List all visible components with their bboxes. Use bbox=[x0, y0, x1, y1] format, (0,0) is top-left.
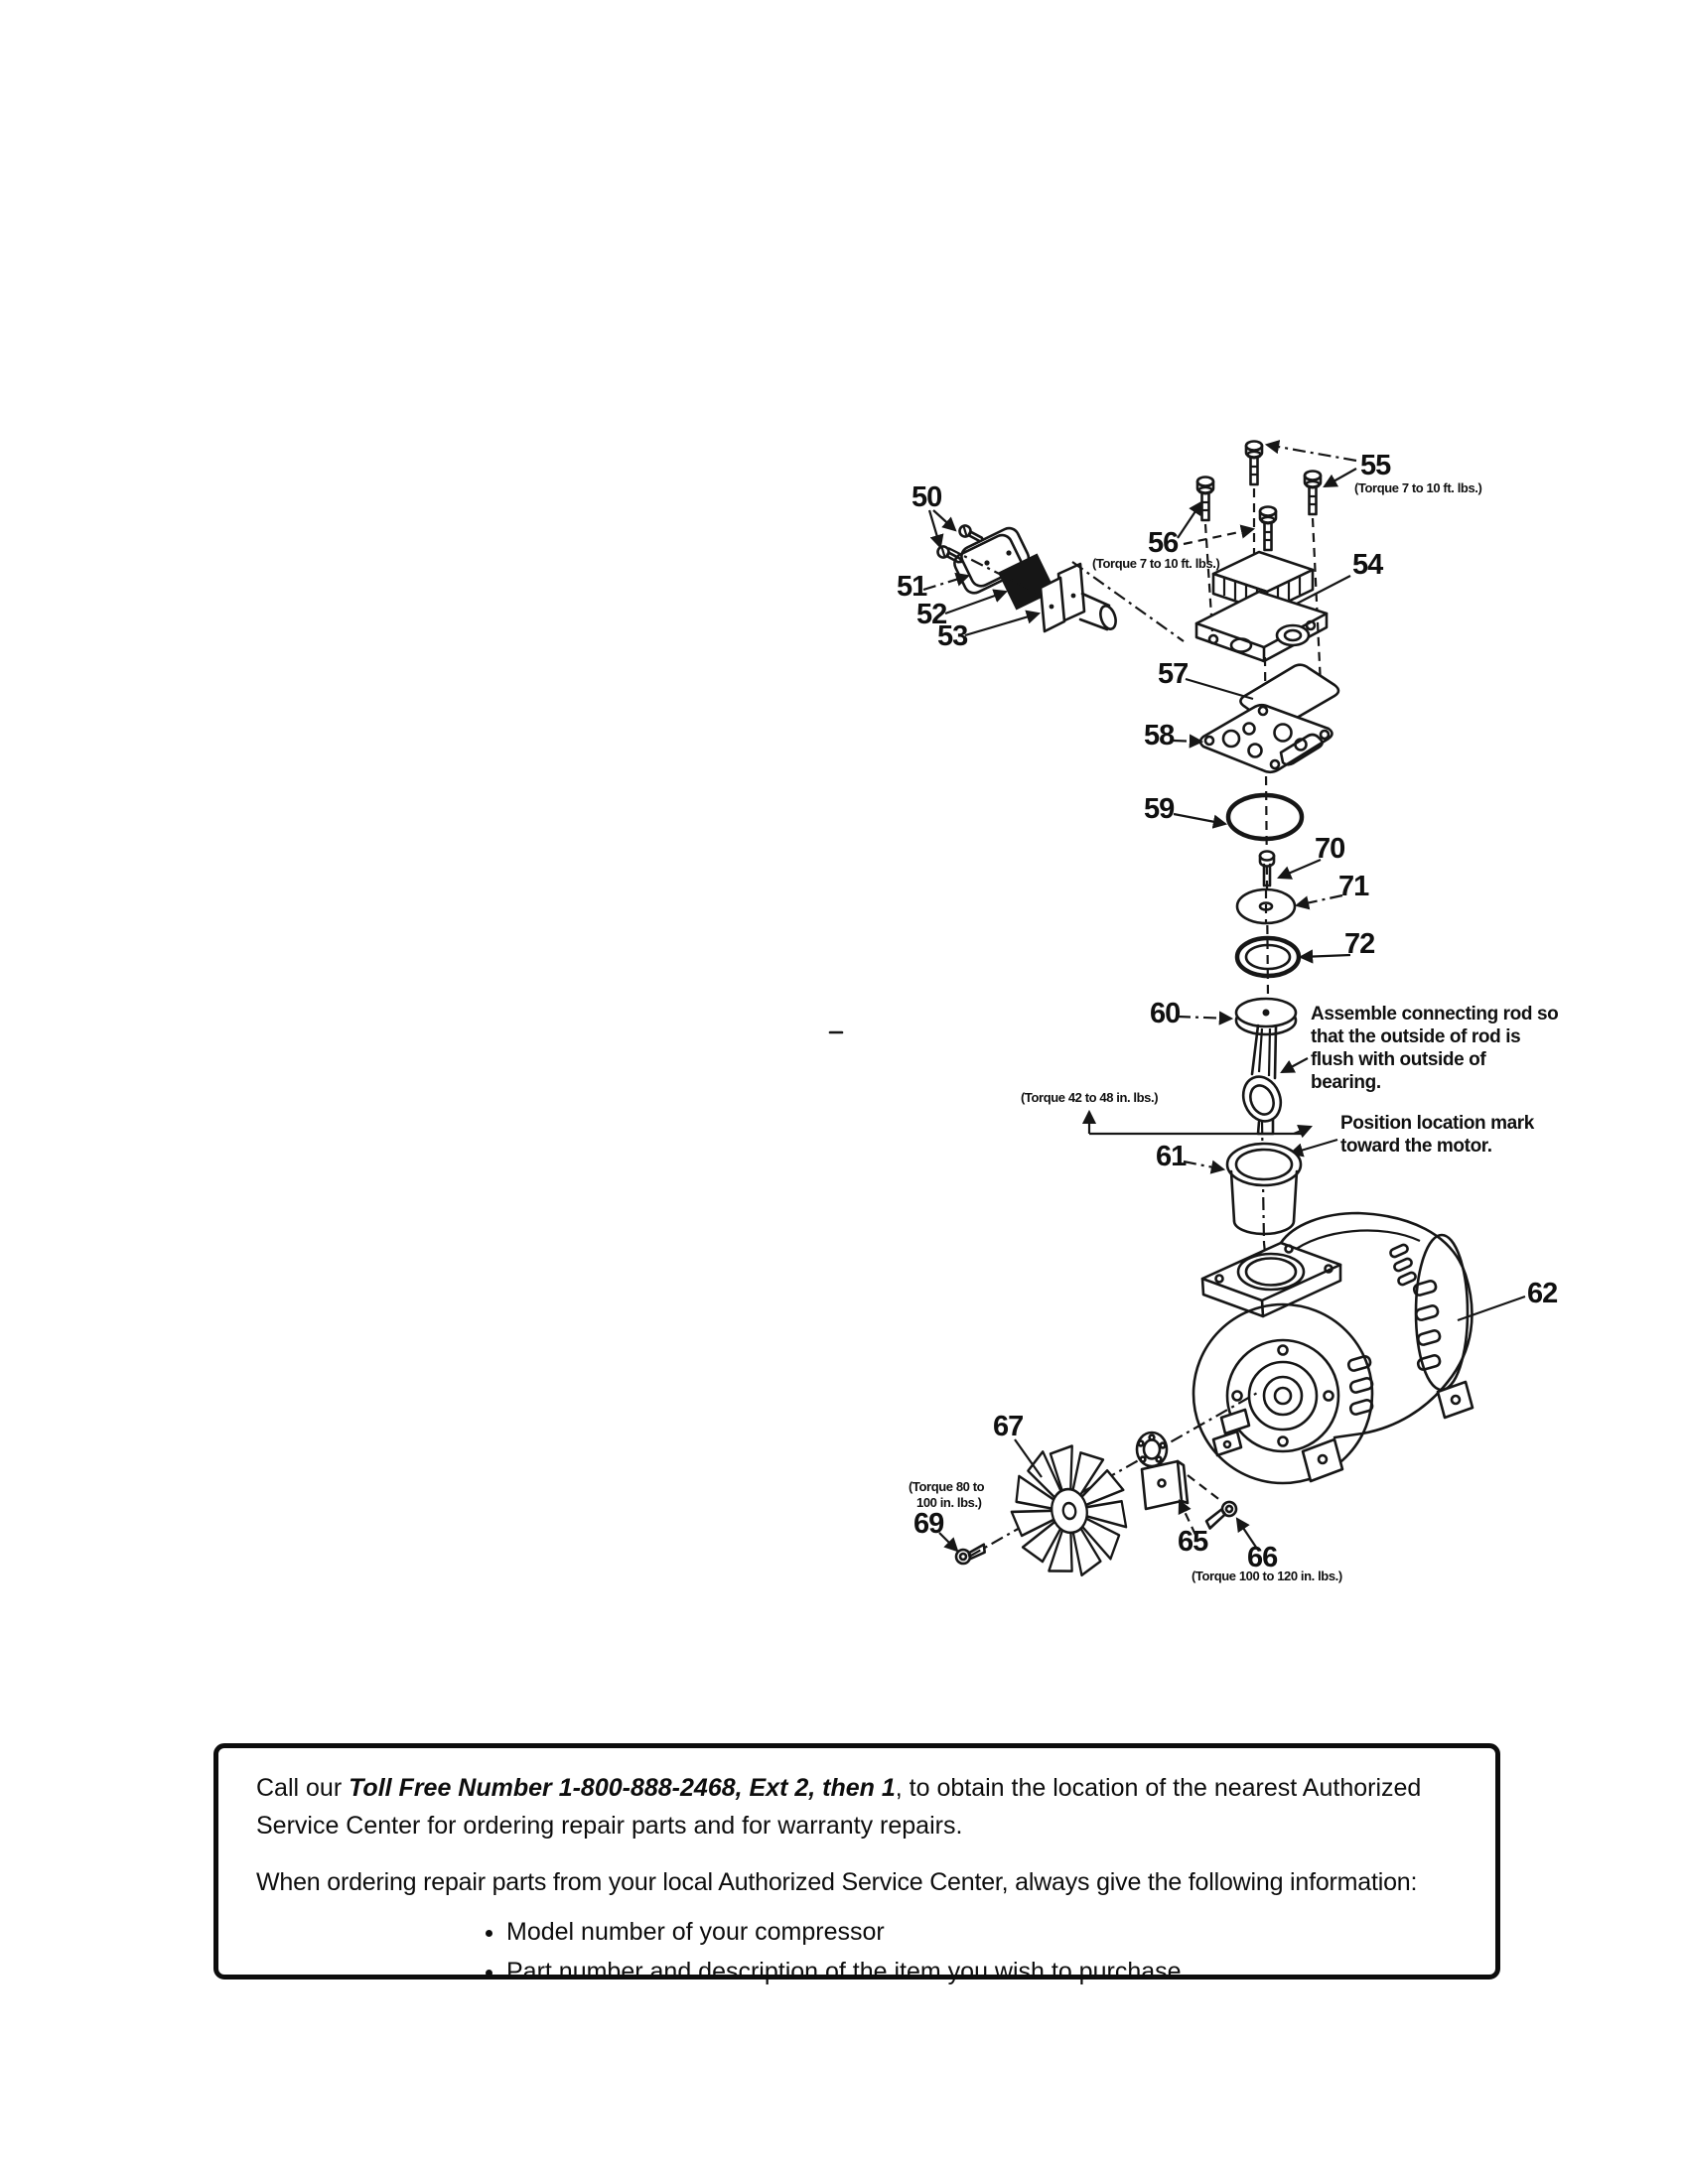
assemble-rod-line4: bearing. bbox=[1311, 1072, 1381, 1093]
toll-free-number: Toll Free Number 1-800-888-2468, Ext 2, then 1 bbox=[349, 1774, 896, 1802]
part-label-57: 57 bbox=[1158, 658, 1189, 690]
call-info-prefix: Call our bbox=[256, 1774, 350, 1802]
part-label-54: 54 bbox=[1352, 549, 1383, 581]
leader-56b bbox=[1184, 529, 1253, 544]
part-label-56: 56 bbox=[1148, 527, 1179, 559]
o-ring-59-drawing bbox=[1228, 795, 1302, 839]
part-label-58: 58 bbox=[1144, 720, 1175, 751]
torque-note-bearing: (Torque 100 to 120 in. lbs.) bbox=[1192, 1569, 1342, 1583]
head-bolt-1 bbox=[1246, 442, 1262, 485]
cylinder-head-assembly-drawing bbox=[1092, 442, 1482, 686]
torque-note-fan-line2: 100 in. lbs.) bbox=[916, 1495, 982, 1510]
leader-61 bbox=[1184, 1161, 1223, 1169]
leader-70 bbox=[1279, 860, 1321, 878]
leader-72 bbox=[1301, 955, 1350, 957]
part-label-67: 67 bbox=[993, 1411, 1024, 1442]
valve-plate-58-drawing bbox=[1200, 705, 1333, 772]
assemble-rod-leader bbox=[1282, 1058, 1308, 1072]
bolt-66-axis bbox=[1188, 1475, 1221, 1501]
bolt-drop-line-2 bbox=[1313, 518, 1321, 685]
bolt-66-drawing bbox=[1203, 1500, 1240, 1529]
fan-screw-69-drawing bbox=[955, 1545, 986, 1565]
motor-vents-top bbox=[1389, 1244, 1417, 1287]
leader-59 bbox=[1174, 814, 1225, 824]
checklist-item-part: • Part number and description of the item you wish to purchase bbox=[506, 1954, 1460, 1991]
leader-50a bbox=[933, 510, 955, 530]
piston-rod-60-drawing bbox=[1150, 998, 1296, 1134]
checklist-item-model: • Model number of your compressor bbox=[506, 1914, 1460, 1952]
leader-55b bbox=[1325, 469, 1356, 486]
part-label-51: 51 bbox=[897, 571, 927, 603]
disc-71-drawing bbox=[1237, 889, 1295, 923]
part-label-52: 52 bbox=[916, 599, 947, 630]
motor-vents-mid bbox=[1347, 1355, 1373, 1416]
leader-56a bbox=[1178, 502, 1201, 538]
part-label-71: 71 bbox=[1338, 871, 1369, 902]
part-label-55: 55 bbox=[1360, 450, 1391, 481]
part-label-53: 53 bbox=[937, 620, 968, 652]
ordering-info-text: When ordering repair parts from your local Authorized Service Center, always give the following information: bbox=[256, 1868, 1418, 1896]
leader-60 bbox=[1178, 1017, 1231, 1019]
leader-57 bbox=[1186, 679, 1253, 699]
leader-69 bbox=[939, 1533, 957, 1551]
position-mark-line1: Position location mark bbox=[1340, 1113, 1534, 1134]
motor-lug-2 bbox=[1213, 1432, 1241, 1455]
fan-bearing-group-drawing bbox=[909, 1392, 1342, 1585]
motor-lug-1 bbox=[1221, 1410, 1249, 1433]
leader-52 bbox=[945, 592, 1006, 614]
head-bolt-4 bbox=[1260, 507, 1276, 551]
head-bolt-3 bbox=[1197, 478, 1213, 521]
torque-note-56: (Torque 7 to 10 ft. lbs.) bbox=[1092, 556, 1220, 571]
assemble-rod-annotation bbox=[1282, 1004, 1558, 1093]
leader-71 bbox=[1297, 895, 1342, 905]
ordering-checklist bbox=[256, 1914, 1460, 1991]
call-info-suffix: , to obtain the location of the nearest Authorized Service Center for ordering repair parts and for warranty repairs. bbox=[256, 1774, 1422, 1840]
bearing-65-drawing bbox=[1137, 1433, 1188, 1509]
leader-58 bbox=[1174, 741, 1201, 742]
torque-note-fan-line1: (Torque 80 to bbox=[909, 1479, 985, 1494]
part-label-62: 62 bbox=[1527, 1278, 1558, 1309]
leader-55a bbox=[1267, 445, 1356, 461]
assemble-rod-line1: Assemble connecting rod so bbox=[1311, 1004, 1559, 1024]
part-label-59: 59 bbox=[1144, 793, 1175, 825]
fan-67-drawing bbox=[1002, 1438, 1136, 1585]
position-mark-leader bbox=[1291, 1140, 1337, 1154]
position-mark-annotation bbox=[1291, 1113, 1535, 1157]
part-label-69: 69 bbox=[913, 1508, 944, 1540]
motor-62-drawing bbox=[1193, 1213, 1557, 1483]
part-label-65: 65 bbox=[1178, 1526, 1208, 1558]
rod-torque-annotation bbox=[830, 1032, 1311, 1134]
bracket-53-drawing bbox=[1041, 564, 1118, 631]
torque-note-rod: (Torque 42 to 48 in. lbs.) bbox=[1021, 1090, 1159, 1105]
assemble-rod-line2: that the outside of rod is bbox=[1311, 1026, 1521, 1047]
part-label-70: 70 bbox=[1315, 833, 1345, 865]
position-mark-line2: toward the motor. bbox=[1340, 1136, 1492, 1157]
service-info-box bbox=[213, 1743, 1500, 1985]
part-label-61: 61 bbox=[1156, 1141, 1187, 1172]
head-bolt-2 bbox=[1305, 472, 1321, 515]
part-label-50: 50 bbox=[912, 481, 942, 513]
part-label-72: 72 bbox=[1344, 928, 1375, 960]
assemble-rod-line3: flush with outside of bbox=[1311, 1049, 1486, 1070]
call-info-text bbox=[256, 1770, 1460, 1844]
part-label-60: 60 bbox=[1150, 998, 1181, 1029]
leader-53 bbox=[965, 614, 1039, 635]
part-label-66: 66 bbox=[1247, 1542, 1278, 1573]
torque-note-55: (Torque 7 to 10 ft. lbs.) bbox=[1354, 480, 1482, 495]
piston-hardware-drawing bbox=[1237, 833, 1374, 976]
bracket-to-head-axis bbox=[1072, 562, 1184, 641]
